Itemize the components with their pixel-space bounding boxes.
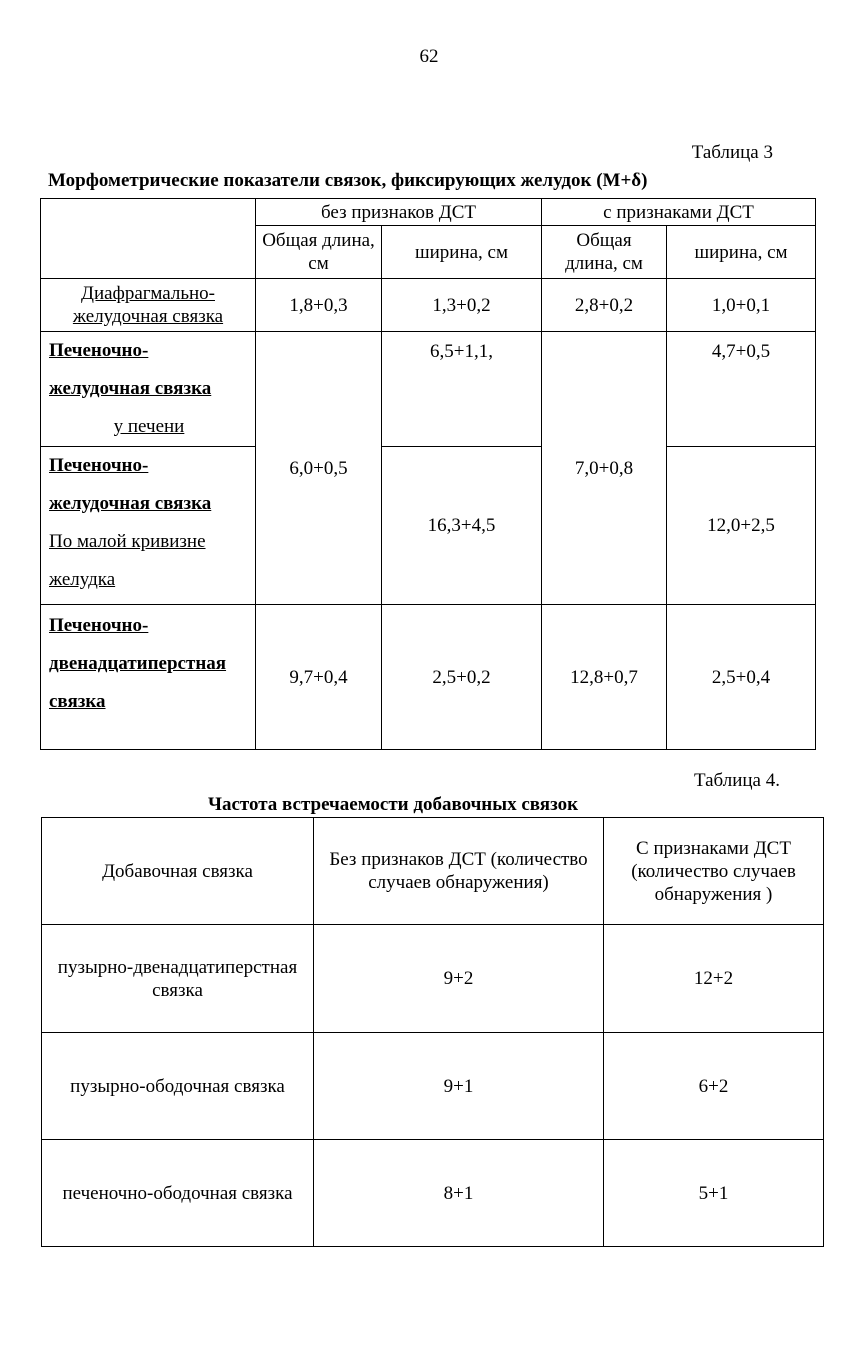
accessory-ligaments-table: [41, 817, 824, 1247]
ligament-name: пузырно-двенадцатиперстная связка: [42, 925, 314, 1033]
ligament-name: Диафрагмально-желудочная связка: [41, 279, 256, 332]
width-dst: 12,0+2,5: [667, 447, 816, 605]
count-no-dst: 8+1: [314, 1140, 604, 1247]
table-row: [42, 925, 824, 1033]
count-no-dst: 9+1: [314, 1033, 604, 1140]
ligament-location: у печени: [113, 416, 185, 437]
table-row: [42, 1033, 824, 1140]
col-width-dst: ширина, см: [667, 226, 816, 279]
table-header-row: [42, 818, 824, 925]
col-ligament: Добавочная связка: [42, 818, 314, 925]
col-dst: С признаками ДСТ (количество случаев обнаружения ): [604, 818, 824, 925]
ligament-name: Печеночно-двенадцатиперстная связка: [41, 605, 256, 750]
width-no-dst: 6,5+1,1,: [382, 332, 542, 447]
table-row: [41, 279, 816, 332]
width-no-dst: 16,3+4,5: [382, 447, 542, 605]
table-header-row: [41, 199, 816, 226]
length-no-dst: 1,8+0,3: [256, 279, 382, 332]
width-no-dst: 1,3+0,2: [382, 279, 542, 332]
table-row: [41, 332, 816, 447]
table-4-caption: Частота встречаемости добавочных связок: [208, 794, 579, 815]
col-no-dst: Без признаков ДСТ (количество случаев обнаружения): [314, 818, 604, 925]
width-dst: 4,7+0,5: [667, 332, 816, 447]
width-dst: 1,0+0,1: [667, 279, 816, 332]
table-row: [42, 1140, 824, 1247]
ligament-name-text: Печеночно-желудочная связка: [49, 455, 212, 514]
length-no-dst: 9,7+0,4: [256, 605, 382, 750]
page-number: 62: [419, 46, 439, 67]
table-3-caption: Морфометрические показатели связок, фиксирующих желудок (М+δ): [48, 170, 648, 191]
table-3-label: Таблица 3: [691, 142, 773, 163]
merged-length-no-dst: 6,0+0,5: [256, 332, 382, 605]
width-dst: 2,5+0,4: [667, 605, 816, 750]
length-dst: 2,8+0,2: [542, 279, 667, 332]
count-dst: 6+2: [604, 1033, 824, 1140]
ligament-name: печеночно-ободочная связка: [42, 1140, 314, 1247]
length-dst: 12,8+0,7: [542, 605, 667, 750]
count-dst: 5+1: [604, 1140, 824, 1247]
group-header-no-dst: без признаков ДСТ: [256, 199, 542, 226]
table-4-label: Таблица 4.: [693, 770, 780, 791]
merged-length-dst: 7,0+0,8: [542, 332, 667, 605]
width-no-dst: 2,5+0,2: [382, 605, 542, 750]
table-row: [41, 605, 816, 750]
count-dst: 12+2: [604, 925, 824, 1033]
group-header-dst: с признаками ДСТ: [542, 199, 816, 226]
col-length-no-dst: Общая длина, см: [256, 226, 382, 279]
ligament-location: По малой кривизне желудка: [49, 531, 206, 590]
col-length-dst: Общая длина, см: [542, 226, 667, 279]
morphometry-table: [40, 198, 816, 750]
count-no-dst: 9+2: [314, 925, 604, 1033]
ligament-name: [41, 332, 256, 447]
empty-header-cell: [41, 199, 256, 279]
ligament-name: пузырно-ободочная связка: [42, 1033, 314, 1140]
ligament-name-text: Печеночно-желудочная связка: [49, 340, 212, 399]
ligament-name: [41, 447, 256, 605]
table-row: [41, 447, 816, 605]
col-width-no-dst: ширина, см: [382, 226, 542, 279]
